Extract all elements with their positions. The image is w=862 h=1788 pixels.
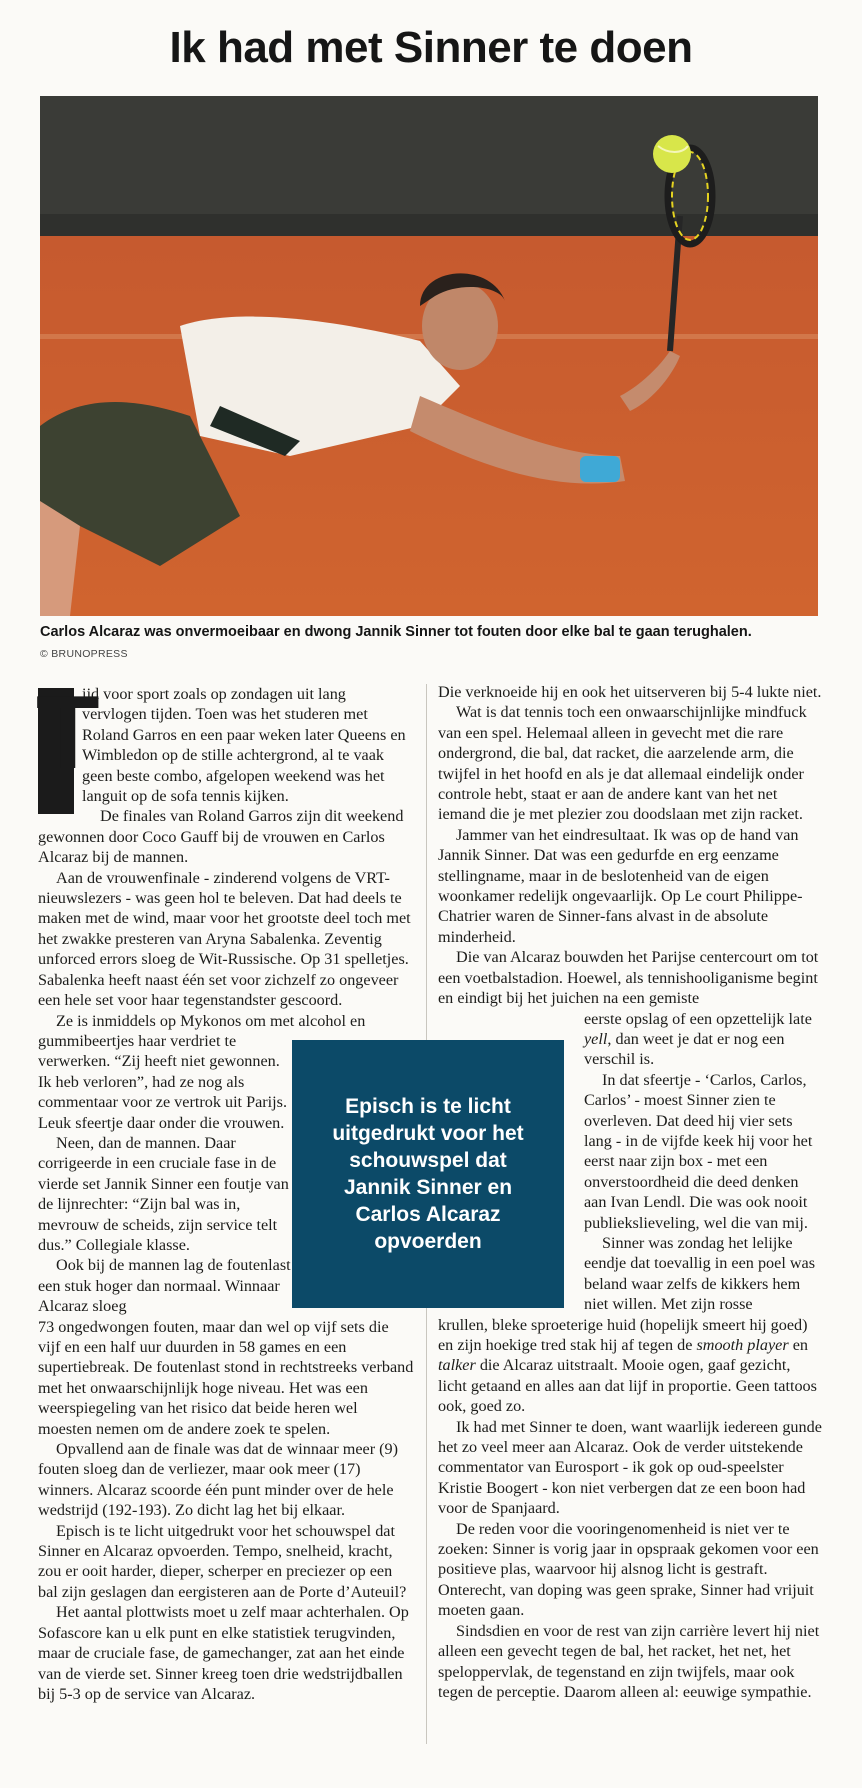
- tennis-player-photo: [40, 96, 818, 616]
- paragraph: Neen, dan de mannen. Daar corrigeerde in een cruciale fase in de vierde set Jannik Sinner een foutje van de lijnrechter: “Zijn bal was in, mevrouw de scheids, zijn service telt dus.” Collegiale klasse.: [38, 1133, 289, 1254]
- paragraph: Wat is dat tennis toch een onwaarschijnlijke mindfuck van een spel. Helemaal alleen in gevecht met die rare ondergrond, die bal, dat racket, die aarzelende arm, die twijfel in het hoofd en als je dat allemaal eindelijk onder controle hebt, staat er aan de andere kant van het net iemand die je met plezier zou doodslaan met zijn racket.: [438, 703, 807, 824]
- paragraph: Ook bij de mannen lag de foutenlast een stuk hoger dan normaal. Winnaar Alcaraz sloeg: [38, 1256, 291, 1316]
- paragraph: krullen, bleke sproeterige huid (hopelijk smeert hij goed) en zijn hoekige tred stak hij af tegen de smooth player en talker die Alcaraz uitstraalt. Mooie ogen, gaaf gezicht, licht getaand en alles aan dat lijf in proportie. Geen tattoos ook, goed zo.: [438, 1315, 817, 1416]
- paragraph: De reden voor die vooringenomenheid is niet ver te zoeken: Sinner is vorig jaar in opspraak gekomen voor een positieve plas, waarvoor hij alsnog licht is gestraft. Onterecht, van doping was geen sprake, Sinner had vrijuit moeten gaan.: [438, 1519, 819, 1620]
- paragraph: ijd voor sport zoals op zondagen uit lang vervlogen tijden. Toen was het studeren met Roland Garros en een paar weken later Queens en Wimbledon op de stille achtergrond, al te vaak geen beste combo, afgelopen weekend was het languit op de sofa tennis kijken.: [82, 685, 406, 806]
- paragraph: gummibeertjes haar verdriet te verwerken. “Zij heeft niet gewonnen. Ik heb verloren”, had ze nog als commentaar voor ze vertrok uit Parijs. Leuk sfeertje daar onder die vrouwen.: [38, 1031, 288, 1132]
- article-photo: [40, 96, 818, 616]
- paragraph: Ik had met Sinner te doen, want waarlijk iedereen gunde het zo veel meer aan Alcaraz. Ook de verder uitstekende commentator van Eurosport - ik gok op oud-speelster Kristie Boogert - kon niet verbergen dat ze een boon had voor de Spanjaard.: [438, 1417, 822, 1518]
- paragraph: eerste opslag of een opzettelijk late yell, dan weet je dat er nog een verschil is.: [584, 1009, 812, 1069]
- pull-quote-text: Episch is te licht uitgedrukt voor het schouwspel dat Jannik Sinner en Carlos Alcaraz opvoerden: [332, 1095, 524, 1253]
- paragraph: Episch is te licht uitgedrukt voor het schouwspel dat Sinner en Alcaraz opvoerden. Tempo, snelheid, kracht, zou er ooit harder, dieper, scherper en preciezer op een bal zijn geslagen dan eergisteren aan de Porte d’Auteuil?: [38, 1521, 407, 1601]
- photo-caption: Carlos Alcaraz was onvermoeibaar en dwong Jannik Sinner tot fouten door elke bal te gaan terughalen.: [40, 624, 752, 640]
- paragraph: Sinner was zondag het lelijke eendje dat toevallig in een poel was beland waar zelfs de kikkers hem niet willen. Met zijn rosse: [584, 1233, 816, 1314]
- paragraph: Opvallend aan de finale was dat de winnaar meer (9) fouten sloeg dan de verliezer, maar ook meer (17) winners. Alcaraz scoorde één punt minder over de hele wedstrijd (192-193). Zo dicht lag het bij elkaar.: [38, 1440, 399, 1520]
- headline: Ik had met Sinner te doen: [169, 23, 693, 72]
- paragraph: Aan de vrouwenfinale - zinderend volgens de VRT-nieuwslezers - was geen hol te beleven. Dat had deels te maken met de wind, maar voor het grootste deel toch met het zwakke presteren van Aryna Sabalenka. Zeventig unforced errors sloeg de Wit-Russische. Op 31 spelletjes. Sabalenka heeft naast één set voor zichzelf zo ongeveer een hele set voor haar tegenstandster gescoord.: [38, 868, 411, 1010]
- dropcap: T: [38, 688, 74, 814]
- paragraph: Het aantal plottwists moet u zelf maar achterhalen. Op Sofascore kan u elk punt en elke statistiek terugvinden, maar de cruciale fase, de gamechanger, zat aan het einde van de vierde set. Sinner kreeg toen drie wedstrijdballen bij 5-3 op de service van Alcaraz.: [38, 1603, 409, 1703]
- paragraph: 73 ongedwongen fouten, maar dan wel op vijf sets die vijf en een half uur duurden in 58 games en een supertiebreak. De foutenlast stond in rechtstreeks verband met het onwaarschijnlijk hoge niveau. Het was een weerspiegeling van het risico dat beide heren wel moesten nemen om de andere zoek te spelen.: [38, 1317, 414, 1438]
- paragraph: De finales van Roland Garros zijn dit weekend gewonnen door Coco Gauff bij de vrouwen en Carlos Alcaraz bij de mannen.: [38, 807, 404, 867]
- paragraph: In dat sfeertje - ‘Carlos, Carlos, Carlos’ - moest Sinner zien te overleven. Dat deed hij vier sets lang - in de vijfde keek hij voor het eerst naar zijn box - met een onverstoordheid die deed denken aan Ivan Lendl. Die was ook nooit publiekslieveling, wel die van mij.: [584, 1070, 813, 1232]
- paragraph: Sindsdien en voor de rest van zijn carrière levert hij niet alleen een gevecht tegen de bal, het racket, het net, het speloppervlak, de tegenstand en zijn twijfels, maar ook tegen de perceptie. Daarom alleen al: eeuwige sympathie.: [438, 1621, 820, 1701]
- paragraph: Die verknoeide hij en ook het uitserveren bij 5-4 lukte niet.: [438, 683, 822, 701]
- photo-credit: © BRUNOPRESS: [40, 648, 128, 660]
- paragraph: Jammer van het eindresultaat. Ik was op de hand van Jannik Sinner. Dat was een gedurfde en erg eenzame stellingname, maar in de beslotenheid van de eigen woonkamer redelijk ongevaarlijk. Op Le court Philippe-Chatrier waren de Sinner-fans alvast in de absolute minderheid.: [438, 825, 803, 946]
- paragraph: Ze is inmiddels op Mykonos om met alcohol en: [56, 1011, 366, 1030]
- paragraph: Die van Alcaraz bouwden het Parijse centercourt om tot een voetbalstadion. Hoewel, als tennishooliganisme begint en eindigt bij het juichen na een gemiste: [438, 948, 819, 1008]
- pull-quote-box: [292, 1040, 564, 1308]
